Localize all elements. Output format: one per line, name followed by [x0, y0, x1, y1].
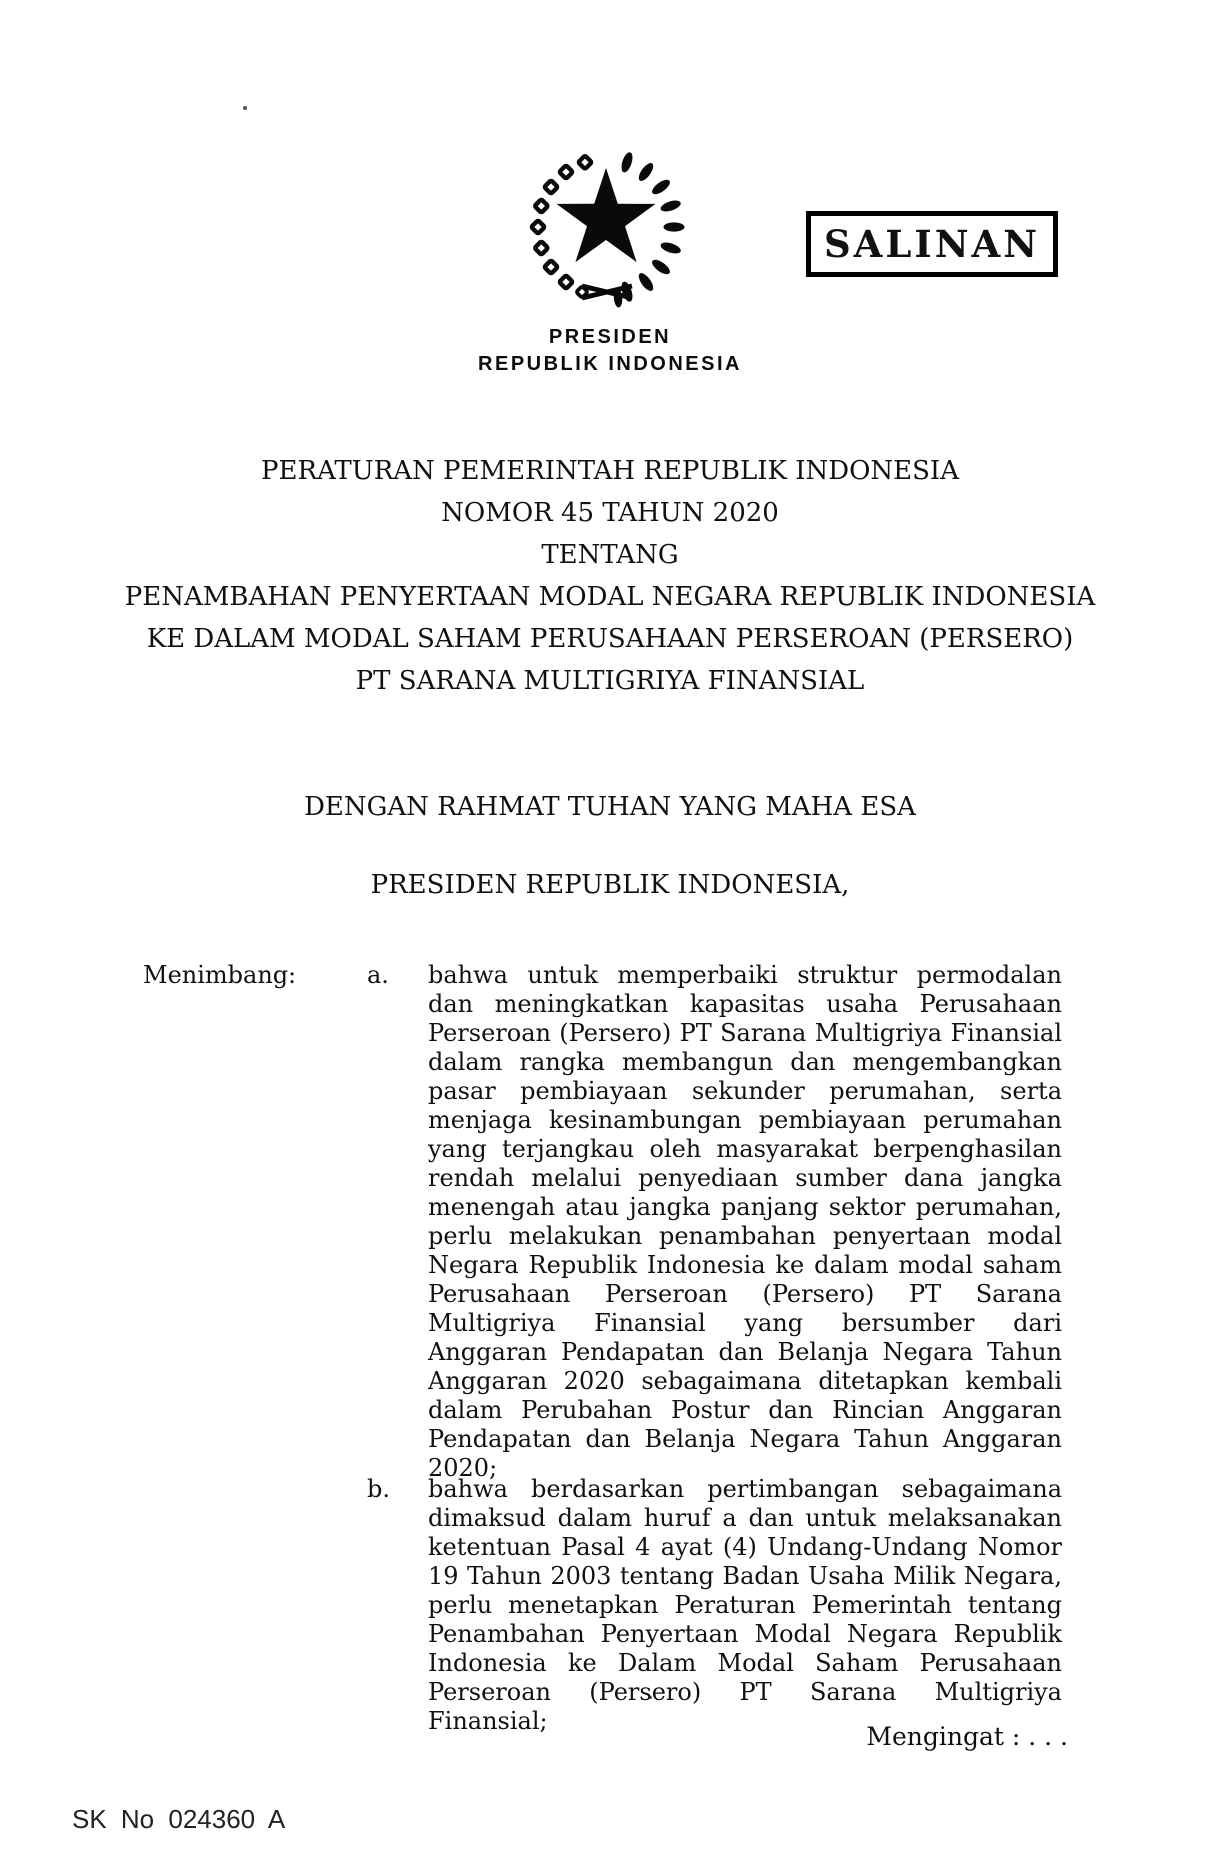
- title-line-2: NOMOR 45 TAHUN 2020: [441, 498, 779, 528]
- presidential-star-wreath-emblem-icon: [520, 140, 692, 310]
- salinan-stamp: [806, 211, 1058, 277]
- continuation-catchword: Mengingat : . . .: [866, 1722, 1068, 1751]
- considering-item-b-letter: b.: [367, 1475, 390, 1503]
- considering-item-a-text: bahwa untuk memperbaiki struktur permodalan dan meningkatkan kapasitas usaha Perusahaan Perseroan (Persero) PT Sarana Multigriya Finansial dalam rangka membangun dan mengembangkan pasar pembiayaan sekunder perumahan, serta menjaga kesinambungan pembiayaan perumahan yang terjangkau oleh masyarakat berpenghasilan rendah melalui penyediaan sumber dana jangka menengah atau jangka panjang sektor perumahan, perlu melakukan penambahan penyertaan modal Negara Republik Indonesia ke dalam modal saham Perusahaan Perseroan (Persero) PT Sarana Multigriya Finansial yang bersumber dari Anggaran Pendapatan dan Belanja Negara Tahun Anggaran 2020 sebagaimana ditetapkan kembali dalam Perubahan Postur dan Rincian Anggaran Pendapatan dan Belanja Negara Tahun Anggaran 2020;: [428, 961, 1062, 1482]
- title-line-6: PT SARANA MULTIGRIYA FINANSIAL: [355, 666, 865, 696]
- title-line-1: PERATURAN PEMERINTAH REPUBLIK INDONESIA: [261, 456, 959, 486]
- considering-item-b-text: bahwa berdasarkan pertimbangan sebagaimana dimaksud dalam huruf a dan untuk melaksanakan ketentuan Pasal 4 ayat (4) Undang-Undang Nomor 19 Tahun 2003 tentang Badan Usaha Milik Negara, perlu menetapkan Peraturan Pemerintah tentang Penambahan Penyertaan Modal Negara Republik Indonesia ke Dalam Modal Saham Perusahaan Perseroan (Persero) PT Sarana Multigriya Finansial;: [428, 1475, 1062, 1735]
- invocation-line: DENGAN RAHMAT TUHAN YANG MAHA ESA: [304, 792, 916, 822]
- considering-item-a-letter: a.: [367, 961, 389, 989]
- regulation-title-block: [15, 450, 1205, 702]
- enacting-authority-line: PRESIDEN REPUBLIK INDONESIA,: [370, 870, 850, 900]
- letterhead-republik-indonesia: REPUBLIK INDONESIA: [478, 353, 742, 375]
- emblem-svg: [520, 140, 692, 310]
- salinan-stamp-label: SALINAN: [823, 222, 1041, 266]
- letterhead-presiden: PRESIDEN: [548, 326, 672, 348]
- title-line-5: KE DALAM MODAL SAHAM PERUSAHAAN PERSEROAN (PERSERO): [146, 624, 1074, 654]
- title-line-4: PENAMBAHAN PENYERTAAN MODAL NEGARA REPUBLIK INDONESIA: [124, 582, 1096, 612]
- stray-scan-dot-top: [243, 106, 247, 110]
- considering-label: Menimbang: [143, 961, 289, 989]
- considering-colon: :: [288, 961, 297, 989]
- page-code: SK No 024360 A: [72, 1804, 286, 1834]
- title-line-3: TENTANG: [541, 540, 679, 570]
